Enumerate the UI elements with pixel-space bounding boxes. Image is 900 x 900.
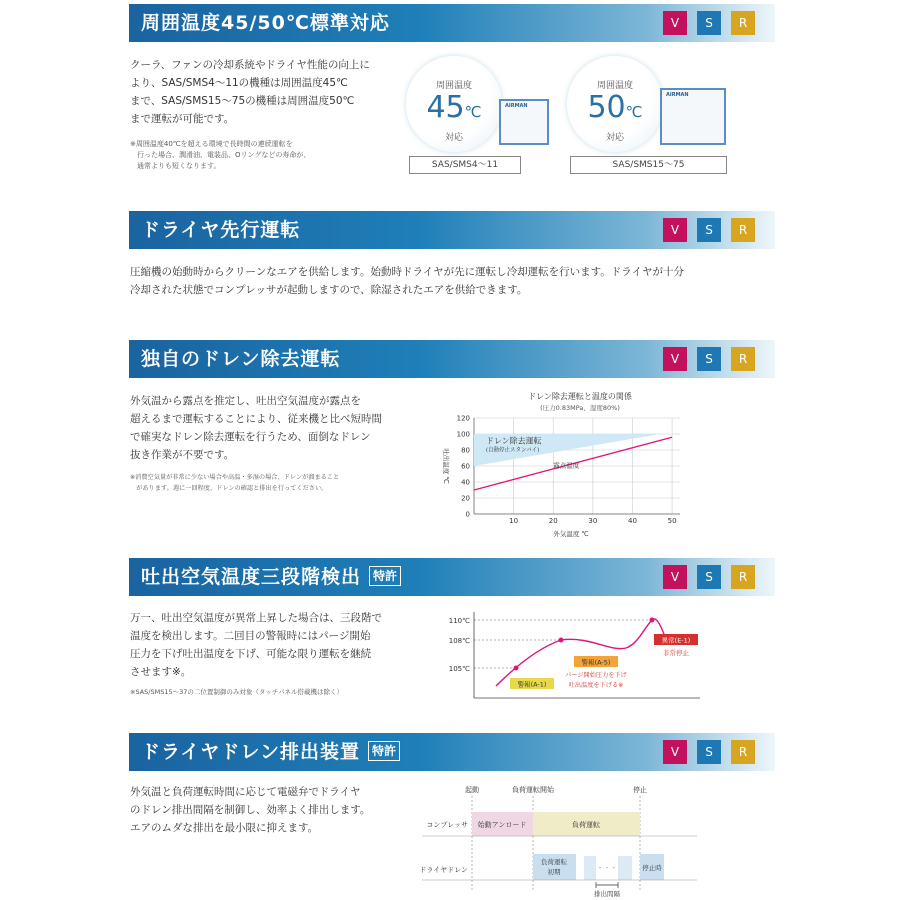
stopped-label: 停止時: [642, 864, 662, 872]
section-header-ambient-temp: [129, 4, 775, 42]
ambient-temp-description: クーラ、ファンの冷却系統やドライヤ性能の向上に より、SAS/SMS4～11の機種は周囲温度45℃ まで、SAS/SMS15～75の機種は周囲温度50℃ まで運転が可能です。: [130, 59, 370, 125]
drain-pulse-2: [618, 856, 632, 880]
badge-v: V: [663, 218, 687, 242]
dew-point-label: 露点温度: [553, 461, 580, 470]
error-point: [650, 618, 655, 623]
badge-r: R: [731, 11, 755, 35]
y-tick-label: 100: [456, 430, 470, 439]
x-tick-label: 30: [588, 517, 598, 525]
badge-s: S: [697, 740, 721, 764]
x-tick-label: 10: [509, 517, 519, 525]
model-badges: [653, 565, 755, 589]
area-sublabel: (自動停止スタンバイ): [485, 447, 540, 454]
label-load-start: 負荷運転開始: [512, 786, 554, 794]
y-tick-label: 20: [461, 494, 470, 503]
unload-label: 始動アンロード: [477, 821, 527, 829]
section-title: ドライヤ先行運転: [141, 219, 301, 241]
badge-r: R: [731, 347, 755, 371]
row-compressor: コンプレッサ: [426, 821, 468, 829]
bubble-label: 周囲温度: [596, 81, 633, 91]
model-badges: [653, 11, 755, 35]
error-e1-label: 異常(E-1): [661, 636, 691, 645]
load-label: 負荷運転: [572, 821, 600, 829]
row-dryer-drain: ドライヤドレン: [419, 866, 468, 874]
patent-tag: 特許: [368, 741, 400, 761]
drain-removal-description: 外気温から露点を推定し、吐出空気温度が露点を 超えるまで運転することにより、従来機と比べ短時間 で確実なドレン除去運転を行うため、面倒なドレン 抜き作業が不要です。: [130, 395, 382, 461]
y-tick-label: 0: [465, 510, 470, 519]
model-badges: [653, 740, 755, 764]
ambient-temp-note: ※周囲温度40℃を超える環境で長時間の連続運転を 行った場合、潤滑油、電装品、Oリングなどの寿命が、 通常よりも短くなります。: [130, 140, 311, 170]
bubble-value: 45℃: [426, 90, 482, 125]
level-105: 105℃: [448, 665, 470, 673]
badge-v: V: [663, 11, 687, 35]
alarm-a1-label: 警報(A-1): [517, 680, 547, 689]
model-badges: [653, 347, 755, 371]
chart-title: ドレン除去運転と温度の関係: [528, 392, 632, 401]
badge-v: V: [663, 565, 687, 589]
dryer-first-description: 圧縮機の始動時からクリーンなエアを供給します。始動時ドライヤが先に運転し冷却運転を行います。ドライヤが十分 冷却された状態でコンプレッサが起動しますので、除湿されたエアを供給できます。: [130, 266, 684, 296]
x-tick-label: 20: [548, 517, 558, 525]
alarm-a5-note-1: パージ開始圧力を下げ: [565, 672, 627, 679]
drain-removal-note: ※消費空気量が非常に少ない場合や高温・多湿の場合、ドレンが溜まること があります。週に一回程度、ドレンの確認と排出を行ってください。: [130, 474, 340, 492]
badge-s: S: [697, 565, 721, 589]
section-header-drain-removal: [129, 340, 775, 378]
y-tick-label: 40: [461, 478, 470, 487]
model-caption-large: SAS/SMS15～75: [570, 156, 727, 174]
badge-r: R: [731, 565, 755, 589]
drain-temp-chart: [430, 388, 700, 540]
alarm-point-1: [514, 666, 519, 671]
badge-v: V: [663, 740, 687, 764]
bubble-label: 周囲温度: [435, 81, 472, 91]
y-tick-label: 120: [456, 414, 470, 423]
bubble-caption: 対応: [444, 133, 463, 143]
alarm-a5-label: 警報(A-5): [581, 658, 611, 667]
drain-device-description: 外気温と負荷運転時間に応じて電磁弁でドライヤ のドレン排出間隔を制御し、効率よく排出します。 エアのムダな排出を最小限に抑えます。: [130, 786, 371, 834]
area-label: ドレン除去運転: [485, 436, 542, 446]
bubble-caption: 対応: [605, 133, 624, 143]
drain-pulse-1: [584, 856, 596, 880]
section-title: 周囲温度45/50℃標準対応: [141, 12, 390, 34]
drain-timeline-diagram: [412, 780, 702, 898]
temp-detection-note: ※SAS/SMS15～37の二位置制御のみ対象（タッチパネル搭載機は除く）: [130, 688, 343, 696]
section-title: 吐出空気温度三段階検出 特許: [141, 558, 401, 596]
badge-s: S: [697, 218, 721, 242]
model-badges: [653, 218, 755, 242]
temp-50-bubble: [567, 56, 663, 152]
badge-s: S: [697, 347, 721, 371]
alarm-a5-note-2: 吐出温度を下げる※: [568, 682, 624, 689]
temp-detection-description: 万一、吐出空気温度が異常上昇した場合は、三段階で 温度を検出します。二回目の警報時にはパージ開始 圧力を下げ吐出温度を下げ、可能な限り運転を継続 させます※。: [130, 612, 382, 678]
section-title: 独自のドレン除去運転: [141, 348, 341, 370]
dots: ・・・: [596, 864, 618, 872]
section-header-temp-detection: [129, 558, 775, 596]
compressor-unit-image: AIRMAN: [660, 88, 726, 145]
initial-label-2: 初期: [547, 868, 561, 876]
compressor-unit-image: AIRMAN: [499, 99, 549, 145]
interval-label: 排出間隔: [594, 890, 620, 898]
y-tick-labels: [457, 415, 470, 519]
label-stop: 停止: [633, 786, 647, 794]
chart-subtitle: (圧力0.83MPa、湿度80%): [540, 404, 620, 412]
initial-label-1: 負荷運転: [541, 858, 567, 866]
patent-tag: 特許: [369, 566, 401, 586]
badge-s: S: [697, 11, 721, 35]
x-axis-label: 外気温度 ℃: [553, 530, 589, 538]
badge-v: V: [663, 347, 687, 371]
badge-r: R: [731, 740, 755, 764]
y-tick-label: 60: [461, 462, 470, 471]
x-tick-label: 50: [667, 517, 677, 525]
level-108: 108℃: [448, 637, 470, 645]
section-title: ドライヤドレン排出装置 特許: [141, 733, 400, 771]
label-start: 起動: [465, 786, 479, 794]
bubble-value: 50℃: [587, 90, 643, 125]
x-tick-labels: [509, 517, 676, 525]
section-header-dryer-first: [129, 211, 775, 249]
y-axis-label: 吐出温度 ℃: [442, 448, 450, 484]
section-header-drain-device: [129, 733, 775, 771]
x-tick-label: 40: [628, 517, 637, 525]
model-caption-small: SAS/SMS4～11: [409, 156, 521, 174]
alarm-point-2: [559, 638, 564, 643]
three-stage-diagram: [430, 610, 705, 702]
temp-45-bubble: [406, 56, 502, 152]
emergency-stop-label: 非常停止: [663, 649, 689, 657]
y-tick-label: 80: [461, 446, 470, 455]
level-110: 110℃: [448, 617, 470, 625]
badge-r: R: [731, 218, 755, 242]
